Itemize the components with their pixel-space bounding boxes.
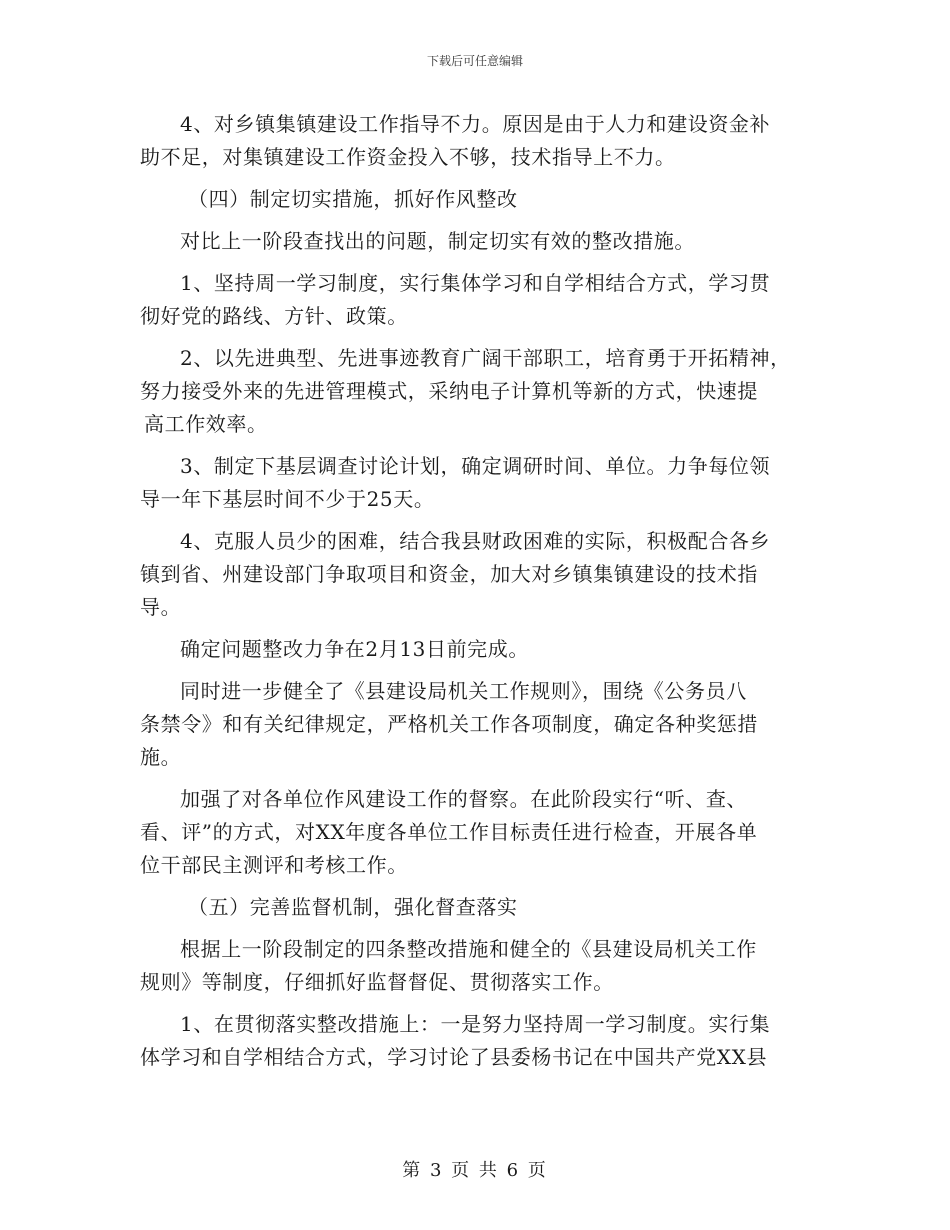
paragraph-line: 确定问题整改力争在2月13日前完成。	[180, 637, 529, 661]
paragraph	[140, 933, 810, 999]
paragraph	[140, 1008, 810, 1074]
paragraph-line: 高工作效率。	[144, 412, 268, 436]
paragraph-line: 努力接受外来的先进管理模式，采纳电子计算机等新的方式，快速提	[140, 379, 758, 403]
paragraph-line: 1、在贯彻落实整改措施上：一是努力坚持周一学习制度。实行集	[180, 1012, 771, 1036]
paragraph-line: 看、评”的方式，对XX年度各单位工作目标责任进行检查，开展各单	[140, 820, 758, 844]
paragraph	[140, 450, 810, 516]
paragraph-line: 位干部民主测评和考核工作。	[140, 853, 408, 877]
paragraph-line: 对比上一阶段查找出的问题，制定切实有效的整改措施。	[180, 229, 695, 253]
page-number-footer: 第 3 页 共 6 页	[402, 1160, 548, 1181]
paragraph-line: 4、对乡镇集镇建设工作指导不力。原因是由于人力和建设资金补	[180, 112, 771, 136]
section-heading	[140, 183, 810, 216]
section-heading	[140, 891, 810, 924]
paragraph	[140, 267, 810, 333]
paragraph	[140, 108, 810, 174]
paragraph-line: 4、克服人员少的困难，结合我县财政困难的实际，积极配合各乡	[180, 529, 771, 553]
paragraph	[140, 675, 810, 774]
paragraph	[140, 342, 810, 441]
paragraph-line: 同时进一步健全了《县建设局机关工作规则》，围绕《公务员八	[180, 679, 747, 703]
paragraph-line: 助不足，对集镇建设工作资金投入不够，技术指导上不力。	[140, 145, 676, 169]
paragraph-line: 2、以先进典型、先进事迹教育广阔干部职工，培育勇于开拓精神，	[180, 346, 791, 370]
section-heading-text: （四）制定切实措施，抓好作风整改	[188, 187, 518, 211]
paragraph-line: 条禁令》和有关纪律规定，严格机关工作各项制度，确定各种奖惩措	[140, 712, 758, 736]
paragraph-line: 施。	[140, 745, 182, 769]
paragraph-line: 规则》等制度，仔细抓好监督督促、贯彻落实工作。	[140, 970, 614, 994]
page-header: 下载后可任意编辑	[426, 54, 523, 68]
document-body	[140, 108, 810, 1074]
paragraph	[140, 633, 810, 666]
paragraph-line: 彻好党的路线、方针、政策。	[140, 304, 408, 328]
paragraph	[140, 783, 810, 882]
paragraph-line: 体学习和自学相结合方式，学习讨论了县委杨书记在中国共产党XX县	[140, 1045, 768, 1069]
paragraph-line: 导一年下基层时间不少于25天。	[140, 487, 435, 511]
paragraph	[140, 225, 810, 258]
paragraph-line: 导。	[140, 595, 182, 619]
paragraph	[140, 525, 810, 624]
paragraph-line: 加强了对各单位作风建设工作的督察。在此阶段实行“听、查、	[180, 787, 748, 811]
paragraph-line: 根据上一阶段制定的四条整改措施和健全的《县建设局机关工作	[180, 937, 757, 961]
paragraph-line: 1、坚持周一学习制度，实行集体学习和自学相结合方式，学习贯	[180, 271, 771, 295]
section-heading-text: （五）完善监督机制，强化督查落实	[188, 895, 518, 919]
paragraph-line: 镇到省、州建设部门争取项目和资金，加大对乡镇集镇建设的技术指	[140, 562, 758, 586]
paragraph-line: 3、制定下基层调查讨论计划，确定调研时间、单位。力争每位领	[180, 454, 771, 478]
